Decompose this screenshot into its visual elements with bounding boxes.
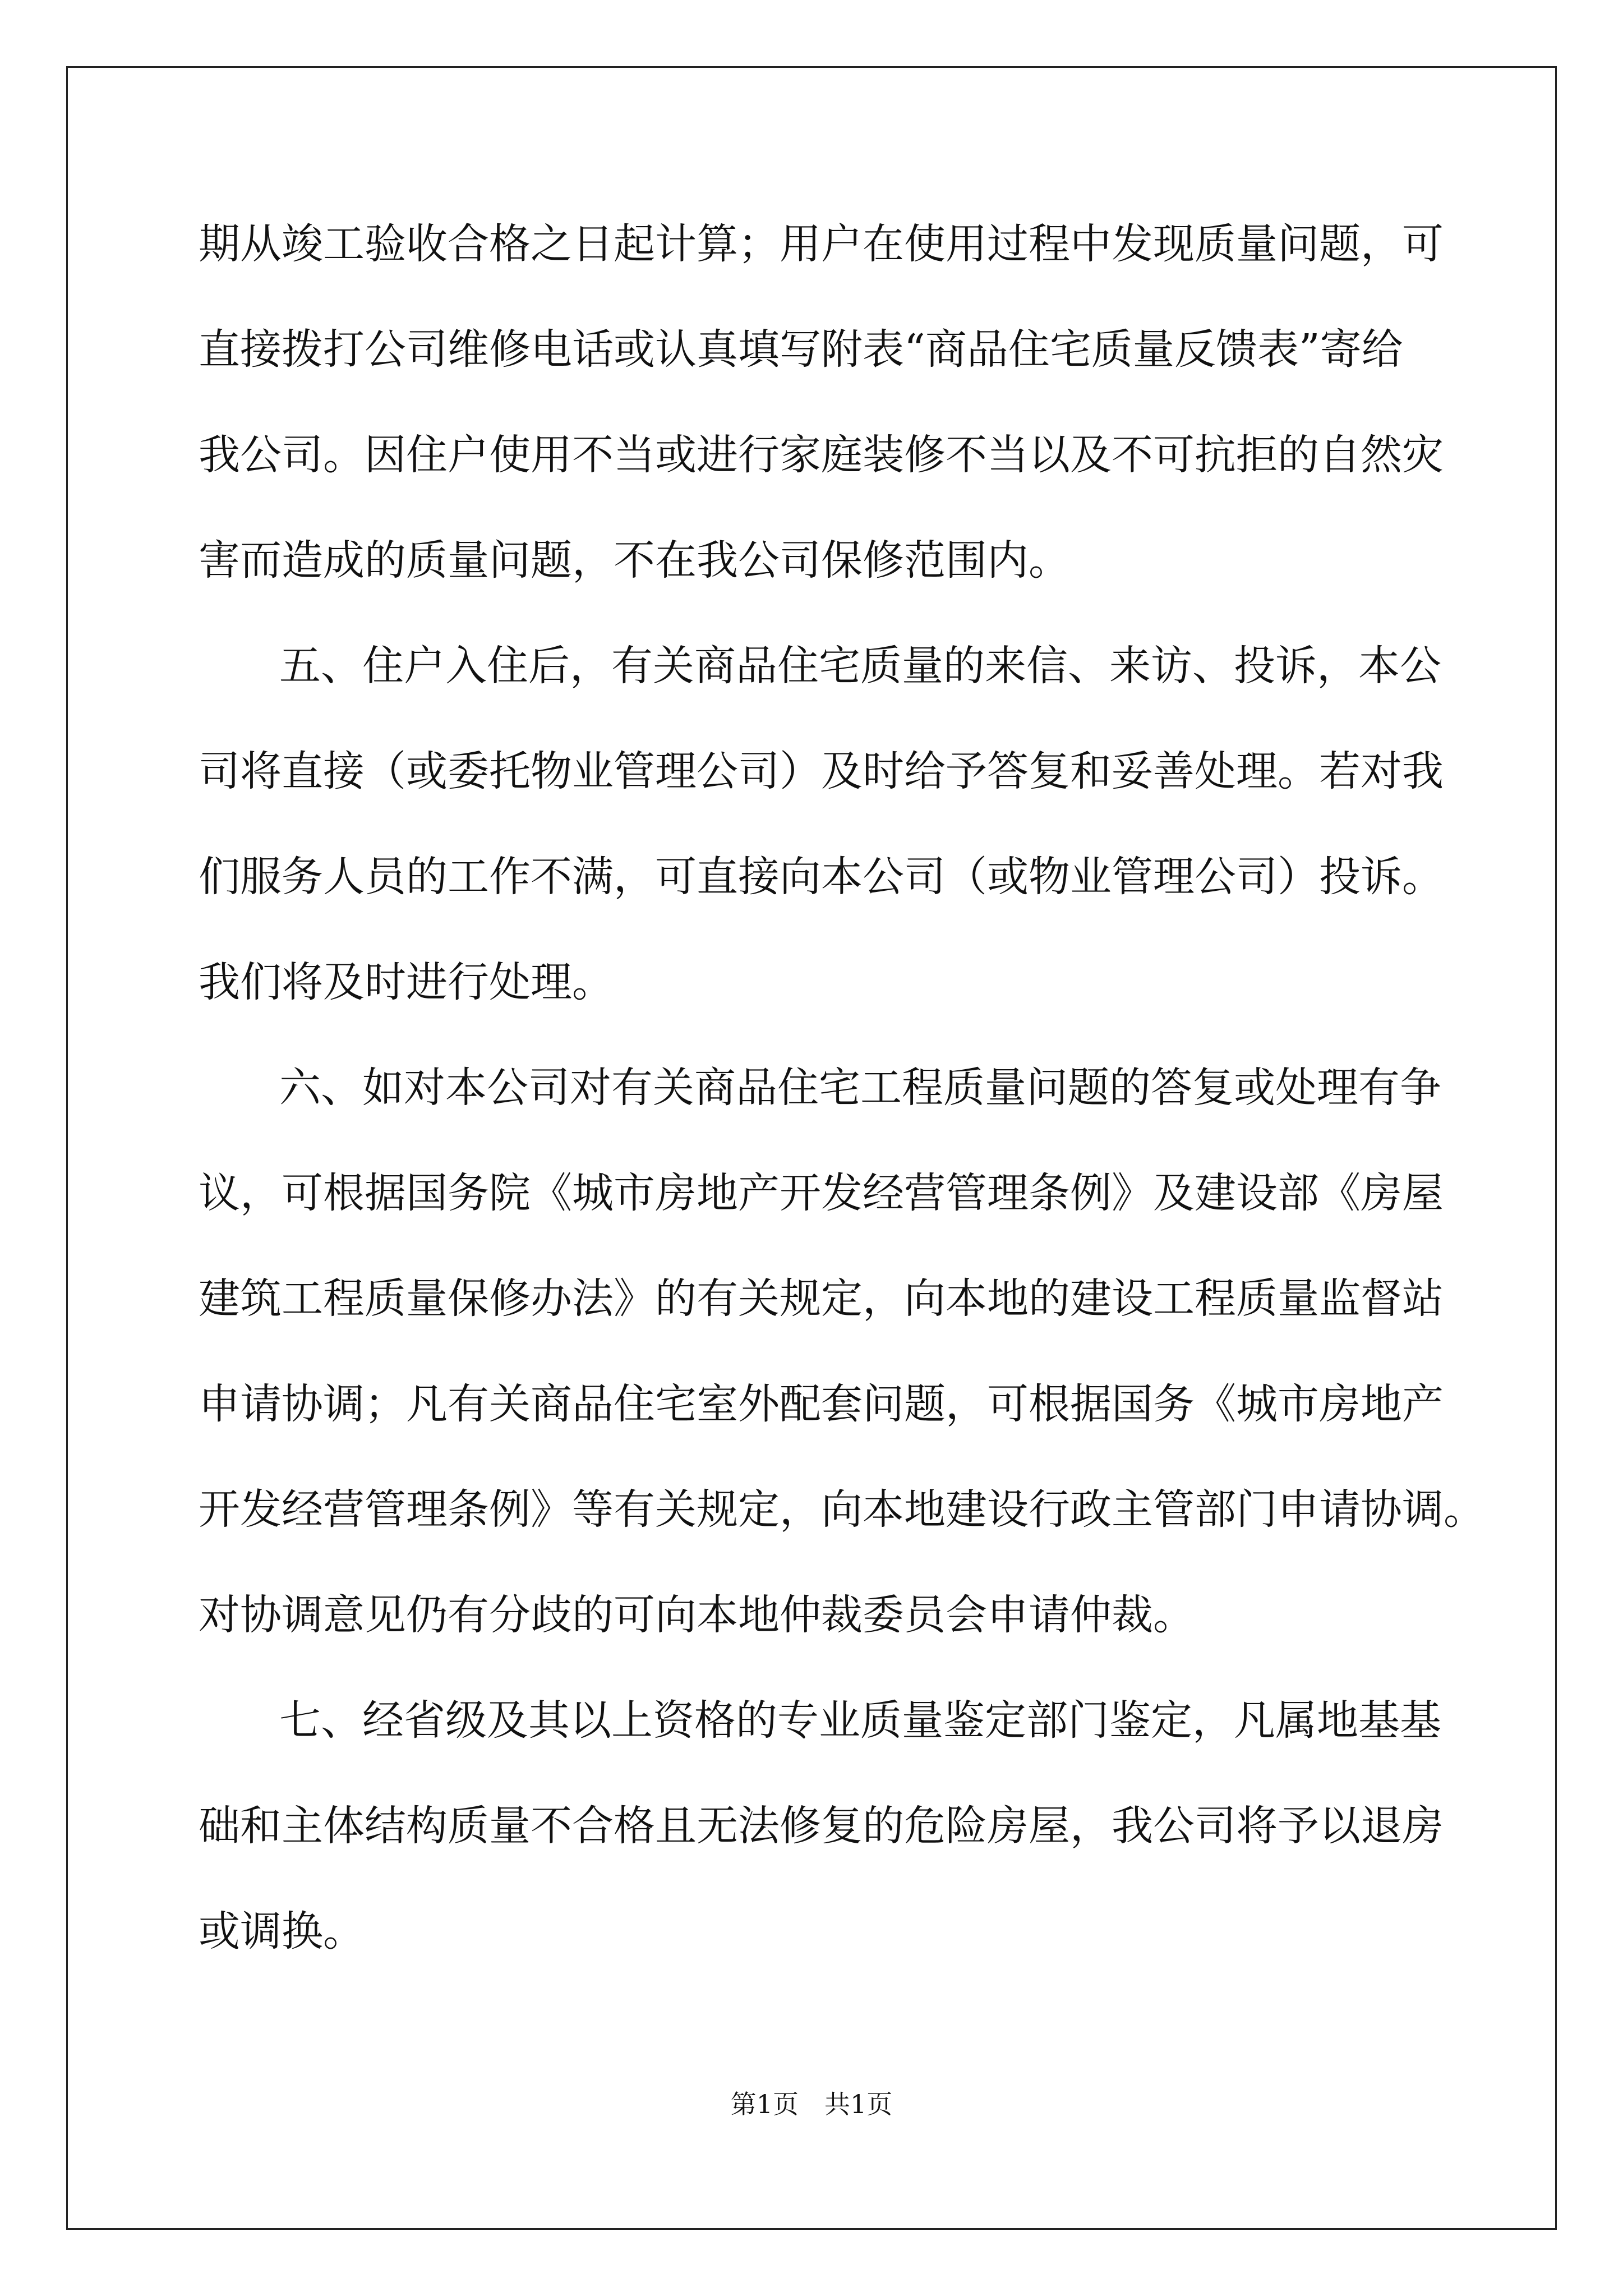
text-line: 我们将及时进行处理。: [199, 958, 614, 1006]
text-line: 建筑工程质量保修办法》的有关规定，向本地的建设工程质量监督站: [199, 1274, 1444, 1323]
text-line: 础和主体结构质量不合格且无法修复的危险房屋，我公司将予以退房: [199, 1802, 1444, 1850]
text-line: 害而造成的质量问题，不在我公司保修范围内。: [199, 536, 1070, 585]
paragraph-five-start: 五、住户入住后，有关商品住宅质量的来信、来访、投诉，本公: [279, 642, 1441, 690]
text-line: 或调换。: [199, 1907, 365, 1955]
text-line: 议，可根据国务院《城市房地产开发经营管理条例》及建设部《房屋: [199, 1169, 1444, 1217]
text-line: 申请协调；凡有关商品住宅室外配套问题，可根据国务《城市房地产: [199, 1380, 1444, 1428]
text-line: 我公司。因住户使用不当或进行家庭装修不当以及不可抗拒的自然灾: [199, 431, 1444, 479]
paragraph-six-start: 六、如对本公司对有关商品住宅工程质量问题的答复或处理有争: [279, 1064, 1441, 1112]
text-line: 直接拨打公司维修电话或认真填写附表“商品住宅质量反馈表”寄给: [199, 325, 1403, 374]
paragraph-seven-start: 七、经省级及其以上资格的专业质量鉴定部门鉴定，凡属地基基: [279, 1696, 1441, 1745]
text-line: 期从竣工验收合格之日起计算；用户在使用过程中发现质量问题，可: [199, 220, 1444, 268]
text-line: 对协调意见仍有分歧的可向本地仲裁委员会申请仲裁。: [199, 1591, 1195, 1639]
page-footer: 第1页 共1页: [730, 2089, 893, 2119]
document-body: [199, 220, 1485, 2016]
text-line: 司将直接（或委托物业管理公司）及时给予答复和妥善处理。若对我: [199, 747, 1444, 795]
text-line: 们服务人员的工作不满，可直接向本公司（或物业管理公司）投诉。: [199, 853, 1444, 901]
text-line: 开发经营管理条例》等有关规定，向本地建设行政主管部门申请协调。: [199, 1485, 1485, 1534]
